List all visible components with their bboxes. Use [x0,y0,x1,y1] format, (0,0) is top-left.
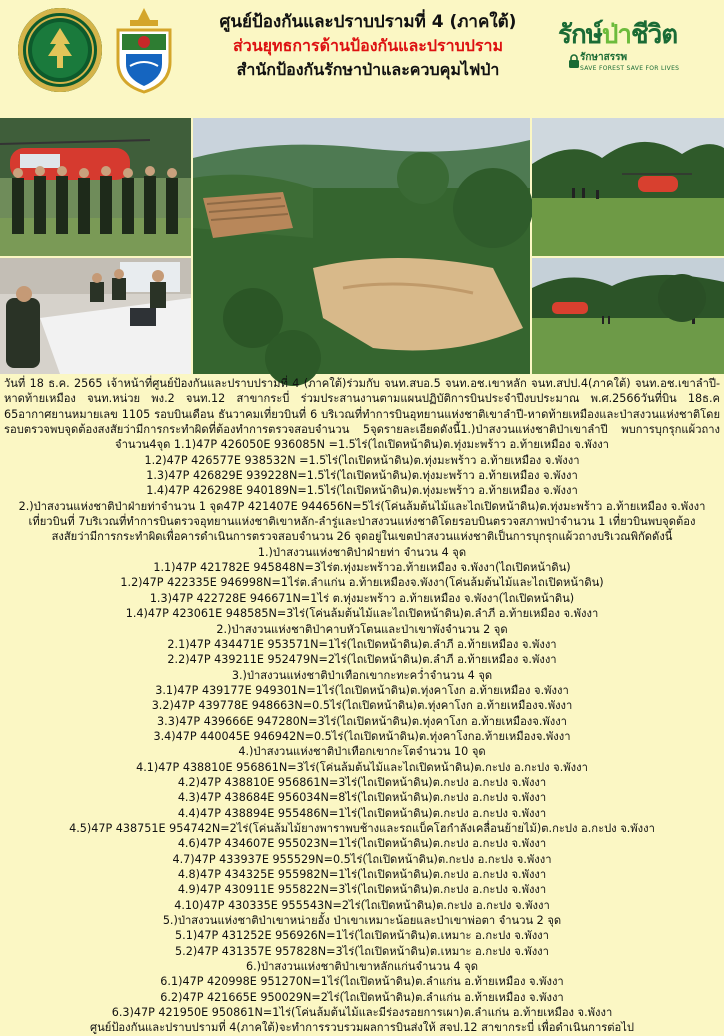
report-line: 6.3)47P 421950E 950861N=1ไร่(โค่นล้มต้นไม้และมีร่องรอยการเผา)ต.ลำแก่น อ.ท้ายเหมือง จ.พังงา [111,1006,613,1020]
report-line: 2.2)47P 439211E 952479N=2ไร่(ไถเปิดหน้าดิน)ต.ลำภี อ.ท้ายเหมือง จ.พังงา [167,653,557,667]
report-line: 1.)ป่าสงวนแห่งชาติป่าฝ่ายท่า จำนวน 4 จุด [257,545,467,559]
save-forest-brand [558,20,718,84]
report-line: 4.5)47P 438751E 954742N=2ไร่(โค่นล้มไม้ยางพาราพบช้างและรถแบ็คโฮกำลังเคลื่อนย้ายไม้)ต.กะปง อ.กะปง จ.พังงา [69,821,655,835]
report-line: ศูนย์ป้องกันและปราบปรามที่ 4(ภาคใต้)จะทำการรวบรวมผลการบินส่งให้ สจป.12 สาขากระบี่ เพื่อดำเนินการต่อไป [90,1021,634,1035]
aerial-clearing-photo [193,118,530,374]
brand-word-2: ป่า [601,20,631,50]
report-line: 1.1)47P 421782E 945848N=3ไร่ต.ทุ่งมะพร้าวอ.ท้ายเหมือง จ.พังงา(ไถเปิดหน้าดิน) [153,561,571,575]
header-division-name: ส่วนยุทธการด้านป้องกันและปราบปราม [232,36,504,55]
meeting-room-photo [0,258,191,374]
report-line: 3.2)47P 439778E 948663N=0.5ไร่(ไถเปิดหน้าดิน)ต.ทุ่งคาโงก อ.ท้ายเหมืองจ.พังงา [151,699,573,713]
report-line: 6.)ป่าสงวนแห่งชาติป่าเขาหลักแก่นจำนวน 4 จุด [245,960,479,974]
report-lines [4,453,720,1036]
brand-subtitle: รักษาสรรพ [580,52,628,63]
report-line: 1.2)47P 422335E 946998N=1ไร่ต.ลำแก่น อ.ท้ายเหมืองจ.พังงา(โค่นล้มต้นไม้และไถเปิดหน้าดิน) [120,576,604,590]
report-line: 4.10)47P 430335E 955543N=2ไร่(ไถเปิดหน้าดิน)ต.กะปง อ.กะปง จ.พังงา [174,898,550,912]
report-line: 3.)ป่าสงวนแห่งชาติป่าเทือกเขากะทะคว่ำจำนวน 4 จุด [231,668,493,682]
operation-report [4,376,720,1035]
brand-word-3: ชีวิต [630,20,678,50]
report-line: 1.3)47P 422728E 946671N=1ไร่ ต.ทุ่งมะพร้าว อ.ท้ายเหมือง จ.พังงา(ไถเปิดหน้าดิน) [149,591,575,605]
report-line: 4.6)47P 434607E 955023N=1ไร่(ไถเปิดหน้าดิน)ต.กะปง อ.กะปง จ.พังงา [177,837,547,851]
report-line: 1.4)47P 423061E 948585N=3ไร่(โค่นล้มต้นไม้และไถเปิดหน้าดิน)ต.ลำภี อ.ท้ายเหมือง จ.พังงา [125,607,599,621]
report-line: 4.3)47P 438684E 956034N=8ไร่(ไถเปิดหน้าดิน)ต.กะปง อ.กะปง จ.พังงา [177,791,547,805]
report-line: 1.2)47P 426577E 938532N =1.5ไร่(ไถเปิดหน้าดิน)ต.ทุ่งมะพร้าว อ.ท้ายเหมือง จ.พังงา [144,453,580,467]
report-line: 5.1)47P 431252E 956926N=1ไร่(ไถเปิดหน้าดิน)ต.เหมาะ อ.กะปง จ.พังงา [175,929,549,943]
report-line: 4.1)47P 438810E 956861N=3ไร่(โค่นล้มต้นไม้และไถเปิดหน้าดิน)ต.กะปง อ.กะปง จ.พังงา [136,760,588,774]
report-line: 3.1)47P 439177E 949301N=1ไร่(ไถเปิดหน้าดิน)ต.ทุ่งคาโงก อ.ท้ายเหมือง จ.พังงา [155,683,569,697]
royal-forest-department-logo [18,8,102,92]
helicopter-landing-photo [532,258,724,374]
report-line: 3.4)47P 440045E 946942N=0.5ไร่(ไถเปิดหน้าดิน)ต.ทุ่งคาโงกอ.ท้ายเหมืองจ.พังงา [153,729,571,743]
report-intro: วันที่ 18 ธ.ค. 2565 เจ้าหน้าที่ศูนย์ป้องกันและปราบปรามที่ 4 (ภาคใต้)ร่วมกับ จนท.สบอ.5 จนท.อช.เขาหลัก จนท.สปป.4(ภาคใต้) จนท.อช.เขาลำปี-หาดท้ายเหมือง จนท.หน่วย พง.2 จนท.12 สาขากระบี่ ร่วมประสานงานตามแผนปฏิบัติการบินประจำปีงบประมาณ พ.ศ.2566วันที่บิน 18ธ.ค 65อากาศยานหมายเลข 1105 รอบบินเดือน ธันวาคมเที่ยวบินที่ 6 บริเวณที่ทำการบินอุทยานแห่งชาติเขาลำปี-หาดท้ายเหมืองและป่าสงวนแห่งชาติโดยรอบตรวจพบจุดต้องสงสัยว่ามีการกระทำผิดที่ต้องทำการตรวจสอบจำนวน 5จุดรายละเอียดดังนี้1.)ป่าสงวนแห่งชาติป่าเขาลำปี พบการบุกรุกแผ้วถางจำนวน4จุด 1.1)47P 426050E 936085N =1.5ไร่(ไถเปิดหน้าดิน)ต.ทุ่งมะพร้าว อ.ท้ายเหมือง จ.พังงา [4,377,720,452]
report-line: 4.8)47P 434325E 955982N=1ไร่(ไถเปิดหน้าดิน)ต.กะปง อ.กะปง จ.พังงา [177,868,547,881]
report-line: 4.7)47P 433937E 955529N=0.5ไร่(ไถเปิดหน้าดิน)ต.กะปง อ.กะปง จ.พังงา [172,852,552,866]
report-line: 5.2)47P 431357E 957828N=3ไร่(ไถเปิดหน้าดิน)ต.เหมาะ อ.กะปง จ.พังงา [175,944,549,958]
header-bureau-name: สำนักป้องกันรักษาป่าและควบคุมไฟป่า [236,60,500,79]
helicopter-field-photo [532,118,724,256]
report-line: 3.3)47P 439666E 947280N=3ไร่(ไถเปิดหน้าดิน)ต.ทุ่งคาโงก อ.ท้ายเหมืองจ.พังงา [157,714,567,728]
team-helicopter-photo [0,118,191,256]
report-line: 4.2)47P 438810E 956861N=3ไร่(ไถเปิดหน้าดิน)ต.กะปง อ.กะปง จ.พังงา [177,775,547,789]
report-line: 4.9)47P 430911E 955822N=3ไร่(ไถเปิดหน้าดิน)ต.กะปง อ.กะปง จ.พังงา [177,883,547,897]
report-line: 4.)ป่าสงวนแห่งชาติป่าเทือกเขากะโตจำนวน 10 จุด [238,745,486,759]
report-line: 6.1)47P 420998E 951270N=1ไร่(ไถเปิดหน้าดิน)ต.ลำแก่น อ.ท้ายเหมือง จ.พังงา [160,975,564,989]
photo-collage [0,118,724,374]
report-line: 4.4)47P 438894E 955486N=1ไร่(ไถเปิดหน้าดิน)ต.กะปง อ.กะปง จ.พังงา [177,806,547,820]
header-center-name: ศูนย์ป้องกันและปราบปรามที่ 4 (ภาคใต้) [219,12,517,32]
report-line: 1.4)47P 426298E 940189N=1.5ไร่(ไถเปิดหน้าดิน)ต.ทุ่งมะพร้าว อ.ท้ายเหมือง จ.พังงา [146,484,578,498]
report-line: 5.)ป่าสงวนแห่งชาติป่าเขาหน่ายอั้ง ป่าเขาเหมาะน้อยและป่าเขาพ่อตา จำนวน 2 จุด [162,914,562,928]
header-banner [0,0,724,112]
brand-tagline: SAVE FOREST SAVE FOR LIVES [580,65,680,72]
report-line: 2.)ป่าสงวนแห่งชาติป่าฝ่ายท่าจำนวน 1 จุด47P 421407E 944656N=5ไร่(โค่นล้มต้นไม้และไถเปิดหน้าดิน)ต.ทุ่งมะพร้าว อ.ท้ายเหมือง จ.พังงา [18,499,706,513]
report-line: 2.)ป่าสงวนแห่งชาติป่าคาบหัวโตนและป่าเขาพังจำนวน 2 จุด [216,622,508,636]
national-parks-department-logo [108,6,180,94]
lock-icon [568,54,580,68]
report-line: 1.3)47P 426829E 939228N=1.5ไร่(ไถเปิดหน้าดิน)ต.ทุ่งมะพร้าว อ.ท้ายเหมือง จ.พังงา [146,469,578,483]
report-line: 2.1)47P 434471E 953571N=1ไร่(ไถเปิดหน้าดิน)ต.ลำภี อ.ท้ายเหมือง จ.พังงา [167,637,557,651]
report-line: เที่ยวบินที่ 7บริเวณที่ทำการบินตรวจอุทยานแห่งชาติเขาหลัก-ลำรู่และป่าสงวนแห่งชาติโดยรอบบินตรวจสภาพป่าจำนวน 1 เที่ยวบินพบจุดต้อง [28,515,696,529]
report-line: 6.2)47P 421665E 950029N=2ไร่(ไถเปิดหน้าดิน)ต.ลำแก่น อ.ท้ายเหมือง จ.พังงา [160,990,564,1004]
brand-word-1: รักษ์ [558,20,602,50]
report-line: สงสัยว่ามีการกระทำผิดเพื่อคารดำเนินการตรวจสอบจำนวน 26 จุดอยู่ในเขตป่าสงวนแห่งชาติเป็นการบุกรุกแผ้วถางบริเวณพิกัดดังนี้ [51,530,673,544]
